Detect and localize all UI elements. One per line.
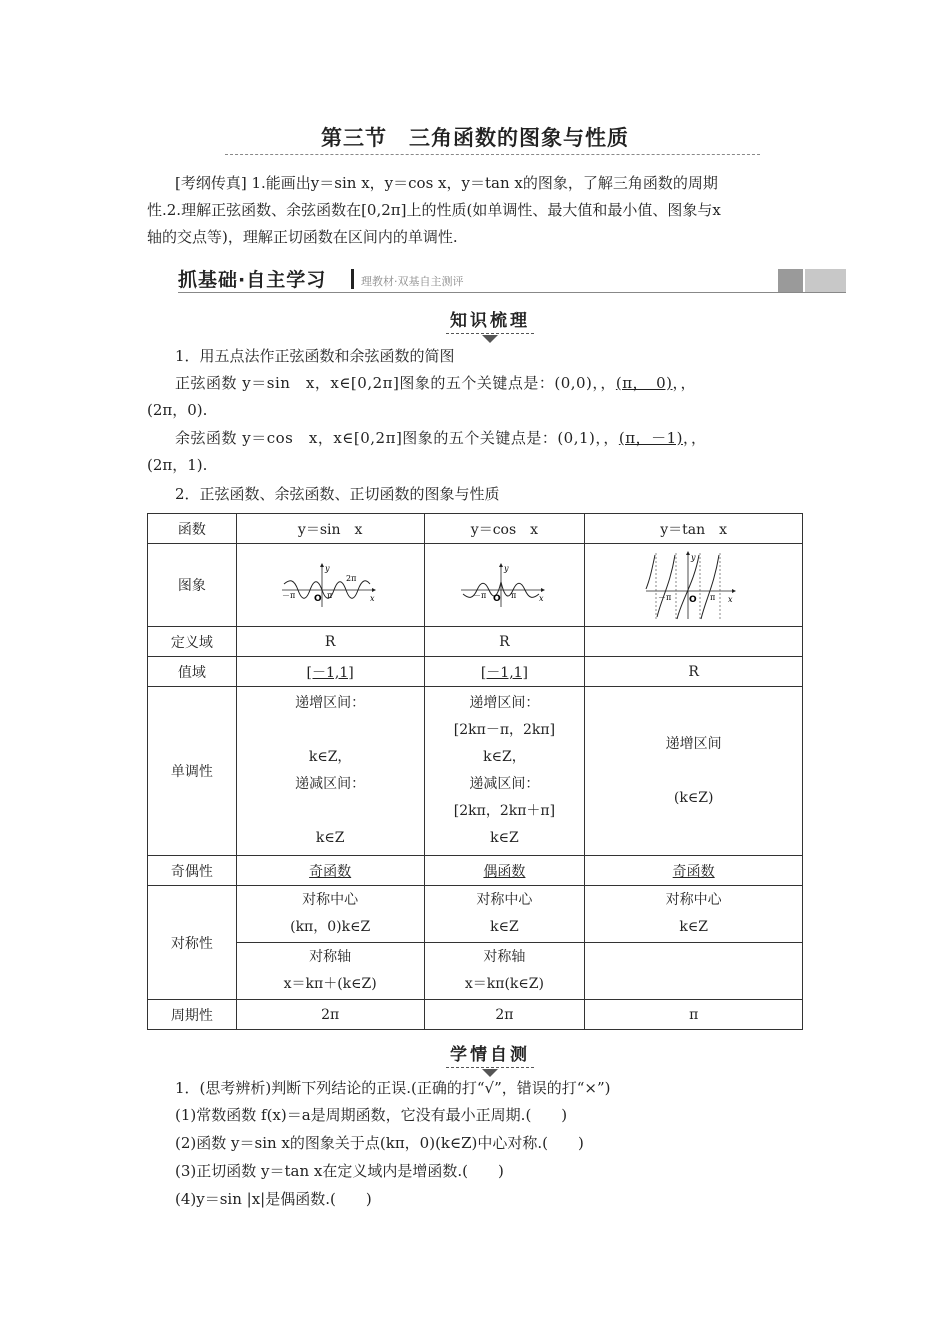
row-label: 值域 <box>148 657 237 687</box>
selftest-heading <box>430 1040 550 1077</box>
header-cell: y＝sin x <box>236 514 424 544</box>
banner-subtitle: 理教材·双基自主测评 <box>361 275 464 288</box>
table-cell: π <box>585 1000 803 1030</box>
table-cell <box>585 886 803 943</box>
row-label: 单调性 <box>148 687 237 856</box>
mono-line: 递减区间： <box>295 776 366 792</box>
mono-line: 递增区间： <box>469 695 540 711</box>
table-row-monotonicity <box>148 687 803 856</box>
sin-graph-cell <box>236 544 424 627</box>
tick-label-neg-pi: －π <box>473 591 487 600</box>
sym-line: 对称中心 <box>665 892 722 908</box>
tick-label-neg-pi: －π <box>657 593 671 602</box>
sym-line: x＝kπ(k∈Z) <box>464 976 544 992</box>
row-label: 对称性 <box>148 886 237 1000</box>
mono-line: k∈Z <box>490 830 519 846</box>
mono-spacer <box>237 717 424 744</box>
table-cell <box>585 627 803 657</box>
mono-spacer <box>237 798 424 825</box>
table-cell <box>236 943 424 1000</box>
tick-label-2pi: 2π <box>346 574 357 583</box>
mono-line: [2kπ，2kπ＋π] <box>453 803 556 819</box>
axis-label-y: y <box>504 564 509 573</box>
mono-tan-cell <box>585 687 803 856</box>
cos-graph <box>459 560 549 610</box>
header-cell: 函数 <box>148 514 237 544</box>
axis-label-y: y <box>325 564 330 573</box>
cos-keypoints-text: 余弦函数 y＝cos x，x∈[0,2π]图象的五个关键点是：(0,1)，， <box>175 429 619 447</box>
banner-underline <box>178 292 846 293</box>
tan-graph-cell <box>585 544 803 627</box>
table-row-symmetry-axis <box>148 943 803 1000</box>
cos-graph-cell <box>424 544 585 627</box>
mono-cos-cell <box>424 687 585 856</box>
selftest-item: (3)正切函数 y＝tan x在定义域内是增函数.( ) <box>175 1162 504 1180</box>
table-cell <box>424 657 585 687</box>
row-label: 奇偶性 <box>148 856 237 886</box>
table-header-row <box>148 514 803 544</box>
table-cell: R <box>424 627 585 657</box>
outline-line-2: 性.2.理解正弦函数、余弦函数在[0,2π]上的性质(如单调性、最大值和最小值、图象与x <box>147 201 721 219</box>
origin-label: O <box>688 595 697 605</box>
sym-line: 对称中心 <box>302 892 359 908</box>
parity-sin: 奇函数 <box>309 863 352 880</box>
tick-label-pi: π <box>327 591 333 600</box>
table-row-period <box>148 1000 803 1030</box>
mono-line: k∈Z， <box>308 749 352 765</box>
sin-keypoints-line-2: (2π，0). <box>147 401 208 419</box>
table-cell: R <box>585 657 803 687</box>
table-cell <box>585 856 803 886</box>
axis-label-x: x <box>727 595 733 604</box>
table-cell: 2π <box>236 1000 424 1030</box>
tick-label-pi: π <box>511 591 517 600</box>
table-cell <box>236 886 424 943</box>
table-row-domain <box>148 627 803 657</box>
title-divider <box>225 154 760 155</box>
row-label: 周期性 <box>148 1000 237 1030</box>
banner-separator <box>351 269 354 289</box>
mono-line: 递增区间： <box>295 695 366 711</box>
sin-graph <box>280 560 380 610</box>
header-cell: y＝cos x <box>424 514 585 544</box>
table-row-symmetry-center <box>148 886 803 943</box>
row-label: 图象 <box>148 544 237 627</box>
table-row-range <box>148 657 803 687</box>
table-row-graph <box>148 544 803 627</box>
table-cell: R <box>236 627 424 657</box>
section-banner <box>178 265 846 292</box>
mono-line: 递增区间 <box>665 735 722 752</box>
origin-label: O <box>314 594 322 604</box>
table-cell <box>424 886 585 943</box>
selftest-item: (4)y＝sin |x|是偶函数.( ) <box>175 1190 372 1208</box>
sin-keypoint-answer: (π， 0) <box>615 374 673 392</box>
cos-keypoints-line <box>175 425 815 452</box>
trig-properties-table <box>147 513 803 1030</box>
sin-keypoints-text: 正弦函数 y＝sin x，x∈[0,2π]图象的五个关键点是：(0,0)，， <box>175 374 616 392</box>
mono-spacer <box>585 758 802 785</box>
knowledge-heading-arrow <box>482 335 498 343</box>
selftest-question-1: 1．(思考辨析)判断下列结论的正误.(正确的打“√”，错误的打“×”) <box>175 1079 611 1097</box>
table-cell <box>236 657 424 687</box>
item-1-title: 1．用五点法作正弦函数和余弦函数的简图 <box>175 347 455 365</box>
cos-keypoints-line-2: (2π，1). <box>147 456 208 474</box>
row-label: 定义域 <box>148 627 237 657</box>
sym-line: 对称轴 <box>483 949 526 965</box>
outline-line-1 <box>175 170 815 197</box>
banner-block-dark <box>778 269 803 292</box>
outline-label: [考纲传真] <box>175 174 247 192</box>
mono-line: 递减区间： <box>469 776 540 792</box>
axis-label-x: x <box>370 594 375 603</box>
knowledge-heading <box>430 306 550 343</box>
tan-graph <box>644 549 744 621</box>
axis-label-y: y <box>690 553 696 562</box>
banner-title: 抓基础·自主学习 <box>178 269 327 291</box>
mono-sin-cell <box>236 687 424 856</box>
axis-label-x: x <box>539 594 544 603</box>
table-cell: 2π <box>424 1000 585 1030</box>
sym-line: (kπ，0)k∈Z <box>290 919 371 935</box>
range-cos: [－1,1] <box>480 664 529 681</box>
mono-line: k∈Z， <box>483 749 526 765</box>
cos-keypoint-answer: (π，－1) <box>618 429 683 447</box>
tick-label-pi: π <box>709 593 715 602</box>
mono-line: [2kπ－π，2kπ] <box>453 722 556 738</box>
parity-cos: 偶函数 <box>483 863 526 880</box>
table-row-parity <box>148 856 803 886</box>
table-cell <box>236 856 424 886</box>
mono-line: (k∈Z) <box>673 789 714 806</box>
outline-line-3: 轴的交点等)，理解正切函数在区间内的单调性. <box>147 228 458 246</box>
cos-keypoints-tail: ，， <box>682 429 707 447</box>
selftest-heading-text: 学情自测 <box>446 1040 534 1068</box>
sym-line: 对称轴 <box>309 949 352 965</box>
table-cell <box>424 856 585 886</box>
sym-line: k∈Z <box>490 919 519 935</box>
table-cell <box>585 943 803 1000</box>
sym-line: 对称中心 <box>476 892 533 908</box>
sin-keypoints-line <box>175 370 815 397</box>
item-2-title: 2．正弦函数、余弦函数、正切函数的图象与性质 <box>175 485 500 503</box>
page-title: 第三节 三角函数的图象与性质 <box>321 126 629 150</box>
tick-label-neg-pi: －π <box>282 591 296 600</box>
sin-keypoints-tail: ，， <box>672 374 697 392</box>
mono-line: k∈Z <box>315 830 345 846</box>
outline-text-1: 1.能画出y＝sin x，y＝cos x，y＝tan x的图象，了解三角函数的周期 <box>251 174 718 192</box>
range-sin: [－1,1] <box>306 664 354 681</box>
header-cell: y＝tan x <box>585 514 803 544</box>
table-cell <box>424 943 585 1000</box>
sym-line: x＝kπ＋(k∈Z) <box>283 976 377 992</box>
banner-block-light <box>805 269 846 292</box>
parity-tan: 奇函数 <box>672 863 715 880</box>
selftest-item: (2)函数 y＝sin x的图象关于点(kπ，0)(k∈Z)中心对称.( ) <box>175 1134 584 1152</box>
selftest-item: (1)常数函数 f(x)＝a是周期函数，它没有最小正周期.( ) <box>175 1106 568 1124</box>
sym-line: k∈Z <box>679 919 708 935</box>
knowledge-heading-text: 知识梳理 <box>446 306 534 334</box>
origin-label: O <box>493 594 502 604</box>
